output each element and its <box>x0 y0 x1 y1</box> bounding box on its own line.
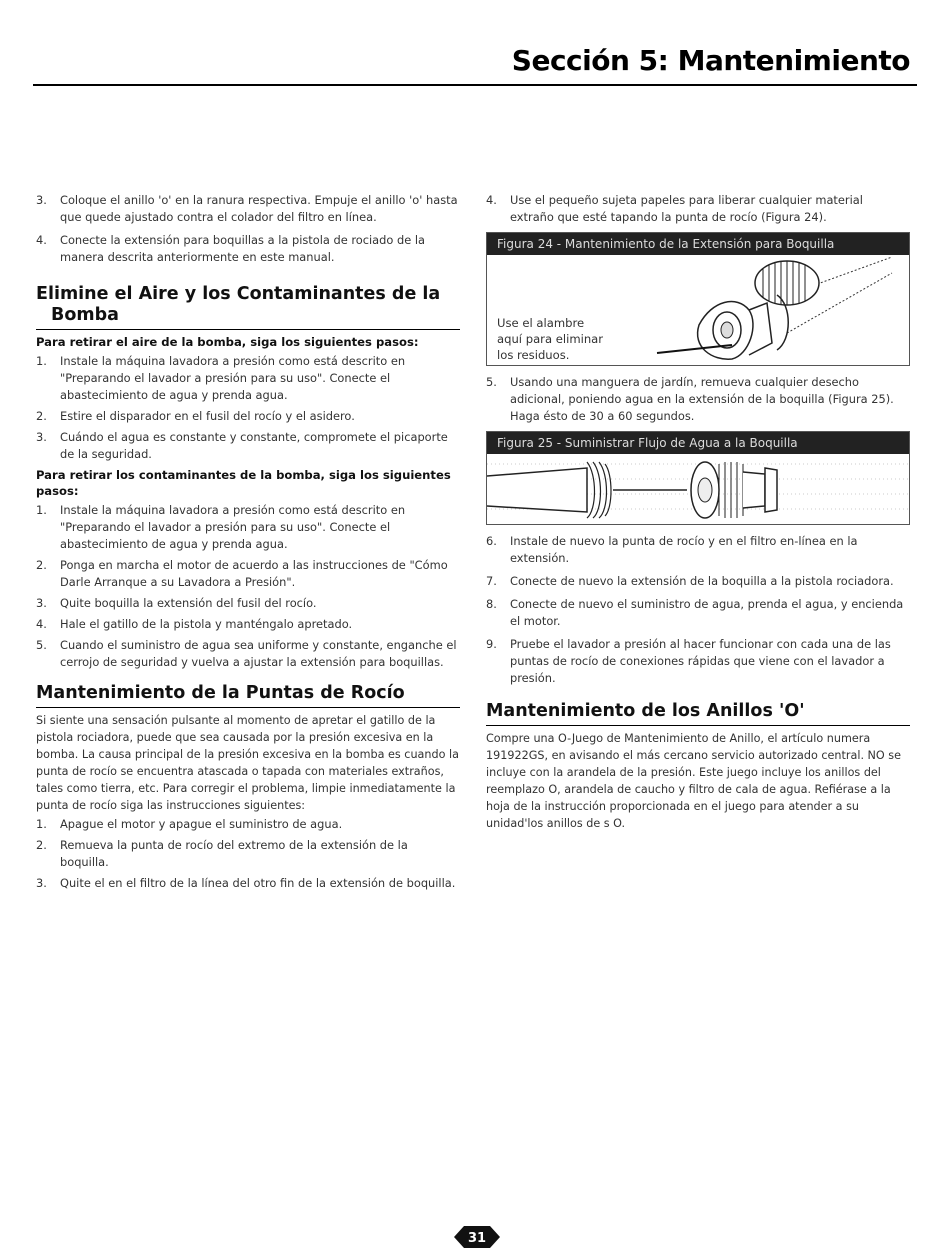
left-column <box>36 192 460 896</box>
list-item: 6. Instale de nuevo la punta de rocío y en el filtro en-línea en la extensión. <box>486 534 858 565</box>
subheading-contaminants: Para retirar los contaminantes de la bomba, siga los siguientes pasos: <box>36 468 451 498</box>
section-heading-air: Elimine el Aire y los Contaminantes de la Bomba <box>36 284 460 330</box>
list-item: 3. Cuándo el agua es constante y constante, compromete el picaporte de la seguridad. <box>36 430 448 461</box>
list-item: 3. Quite boquilla la extensión del fusil del rocío. <box>36 596 317 610</box>
list-item: 2. Remueva la punta de rocío del extremo de la extensión de la boquilla. <box>36 838 408 869</box>
list-item: 7. Conecte de nuevo la extensión de la boquilla a la pistola rociadora. <box>486 574 894 588</box>
page-title: Sección 5: Mantenimiento <box>511 44 910 77</box>
contaminant-steps <box>36 502 460 671</box>
list-item: 8. Conecte de nuevo el suministro de agua, prenda el agua, y encienda el motor. <box>486 597 904 628</box>
water-flow-illustration <box>487 454 909 524</box>
figure-25-body <box>487 454 909 524</box>
orings-paragraph: Compre una O-Juego de Mantenimiento de Anillo, el artículo numera 191922GS, en avisando el más cercano servicio autorizado central. NO se incluye con la arandela de la presión. Este juego incluye los anillos del reemplazo O, arandela de caucho y filtro de cala de agua. Refiérase a la hoja de la instrucción proporcionada en el juego para atender a su unidad'los anillos de s O. <box>486 732 901 830</box>
list-item: 4. Hale el gatillo de la pistola y manténgalo apretado. <box>36 617 353 631</box>
list-item: 4. Use el pequeño sujeta papeles para liberar cualquier material extraño que esté tapando la punta de rocío (Figura 24). <box>486 193 863 224</box>
list-item: 2. Estire el disparador en el fusil del rocío y el asidero. <box>36 409 355 423</box>
intro-steps <box>36 192 460 266</box>
page-number: 31 <box>467 1231 487 1246</box>
list-item: 5. Usando una manguera de jardín, remueva cualquier desecho adicional, poniendo agua en la extensión de la boquilla (Figura 25). Haga ésto de 30 a 60 segundos. <box>486 375 894 423</box>
list-item: 3. Quite el en el filtro de la línea del otro fin de la extensión de boquilla. <box>36 876 456 890</box>
page-badge-shape <box>454 1222 500 1252</box>
section-heading-orings: Mantenimiento de los Anillos 'O' <box>486 701 910 726</box>
figure-24-label: Use el alambre aquí para eliminar los residuos. <box>497 316 604 362</box>
list-item: 3. Coloque el anillo 'o' en la ranura respectiva. Empuje el anillo 'o' hasta que quede ajustado contra el colador del filtro en línea. <box>36 193 458 224</box>
figure-24-title: Figura 24 - Mantenimiento de la Extensión para Boquilla <box>487 233 909 255</box>
air-steps <box>36 353 460 463</box>
page-number-badge <box>454 1222 500 1252</box>
figure-24-body <box>487 255 909 365</box>
list-item: 4. Conecte la extensión para boquillas a la pistola de rociado de la manera descrita anteriormente en este manual. <box>36 233 425 264</box>
tips-paragraph: Si siente una sensación pulsante al momento de apretar el gatillo de la pistola rociadora, puede que sea causada por la presión excesiva en la bomba. La causa principal de la presión excesiva en la bomba es cuando la punta de rocío se encuentra atascada o tapada con materiales extraños, tales como tierra, etc. Para corregir el problema, limpie inmediatamente la punta de rocío siga las instrucciones siguientes: <box>36 714 459 812</box>
list-item: 2. Ponga en marcha el motor de acuerdo a las instrucciones de "Cómo Darle Arranque a su Lavadora a Presión". <box>36 558 448 589</box>
section-heading-tips: Mantenimiento de la Puntas de Rocío <box>36 683 460 708</box>
step-5 <box>486 374 910 425</box>
steps-6-to-9 <box>486 533 910 687</box>
step-4 <box>486 192 910 226</box>
tips-steps <box>36 816 460 892</box>
header-rule <box>33 84 917 86</box>
figure-25 <box>486 431 910 525</box>
list-item: 1. Instale la máquina lavadora a presión como está descrito en "Preparando el lavador a presión para su uso". Conecte el abastecimiento de agua y prenda agua. <box>36 354 406 402</box>
figure-24 <box>486 232 910 366</box>
list-item: 1. Apague el motor y apague el suministro de agua. <box>36 817 343 831</box>
right-column <box>486 192 910 834</box>
list-item: 5. Cuando el suministro de agua sea uniforme y constante, enganche el cerrojo de seguridad y vuelva a ajustar la extensión para boquillas. <box>36 638 457 669</box>
subheading-air: Para retirar el aire de la bomba, siga los siguientes pasos: <box>36 335 419 349</box>
list-item: 1. Instale la máquina lavadora a presión como está descrito en "Preparando el lavador a presión para su uso". Conecte el abastecimiento de agua y prenda agua. <box>36 503 406 551</box>
figure-25-title: Figura 25 - Suministrar Flujo de Agua a la Boquilla <box>487 432 909 454</box>
list-item: 9. Pruebe el lavador a presión al hacer funcionar con cada una de las puntas de rocío de conexiones rápidas que viene con el lavador a presión. <box>486 637 891 685</box>
